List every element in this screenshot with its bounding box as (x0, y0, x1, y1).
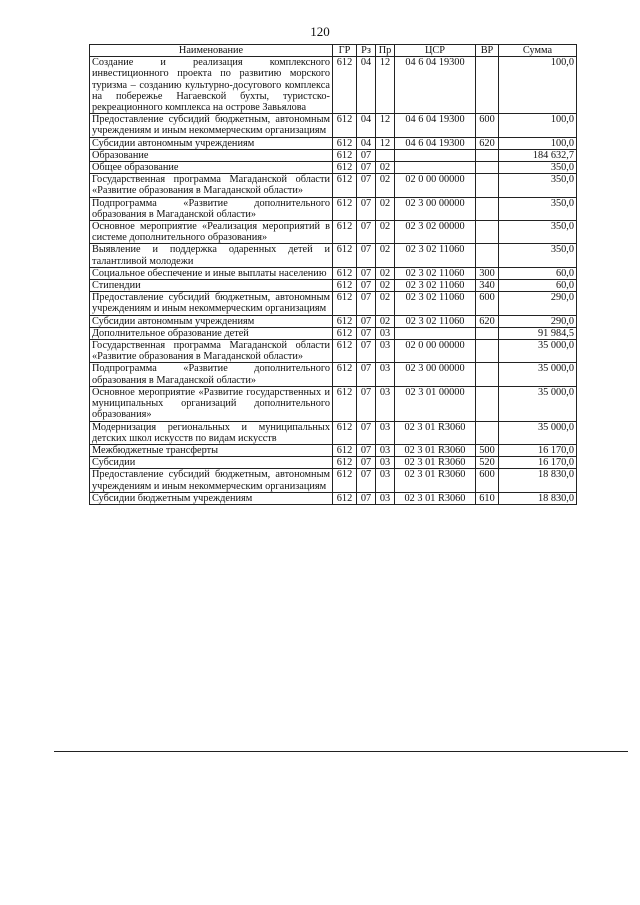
row-gr: 612 (333, 57, 357, 114)
header-gr: ГР (333, 45, 357, 57)
header-rz: Рз (357, 45, 376, 57)
row-sum: 184 632,7 (499, 149, 577, 161)
row-csr: 02 3 02 11060 (395, 244, 476, 267)
row-rz: 07 (357, 315, 376, 327)
row-vr (476, 149, 499, 161)
row-gr: 612 (333, 457, 357, 469)
row-pr: 03 (376, 363, 395, 386)
row-csr: 02 3 01 00000 (395, 386, 476, 421)
table-row (90, 197, 577, 220)
row-csr (395, 162, 476, 174)
row-sum: 100,0 (499, 114, 577, 137)
table-row (90, 327, 577, 339)
row-sum: 16 170,0 (499, 457, 577, 469)
table-body (90, 57, 577, 505)
row-pr: 02 (376, 162, 395, 174)
row-pr: 03 (376, 469, 395, 492)
row-vr (476, 421, 499, 444)
row-pr: 02 (376, 267, 395, 279)
row-name: Основное мероприятие «Развитие государственных и муниципальных организаций дополнительного образования» (90, 386, 333, 421)
row-csr: 02 3 01 R3060 (395, 457, 476, 469)
row-vr (476, 221, 499, 244)
table-row (90, 315, 577, 327)
row-gr: 612 (333, 469, 357, 492)
row-name: Межбюджетные трансферты (90, 444, 333, 456)
row-sum: 60,0 (499, 267, 577, 279)
row-rz: 07 (357, 280, 376, 292)
header-pr: Пр (376, 45, 395, 57)
row-rz: 07 (357, 492, 376, 504)
row-rz: 07 (357, 221, 376, 244)
row-pr: 02 (376, 244, 395, 267)
row-gr: 612 (333, 421, 357, 444)
row-pr: 02 (376, 174, 395, 197)
row-sum: 350,0 (499, 174, 577, 197)
page-number: 120 (310, 24, 330, 39)
row-csr (395, 149, 476, 161)
row-rz: 07 (357, 363, 376, 386)
row-pr (376, 149, 395, 161)
table-row (90, 267, 577, 279)
row-csr: 02 3 02 11060 (395, 280, 476, 292)
row-sum: 100,0 (499, 137, 577, 149)
row-pr: 12 (376, 114, 395, 137)
row-vr: 620 (476, 137, 499, 149)
table-row (90, 162, 577, 174)
row-name: Подпрограмма «Развитие дополнительного образования в Магаданской области» (90, 363, 333, 386)
row-vr (476, 197, 499, 220)
table-row (90, 363, 577, 386)
row-vr (476, 386, 499, 421)
header-csr: ЦСР (395, 45, 476, 57)
row-name: Создание и реализация комплексного инвестиционного проекта по развитию морского туризма – созданию культурно-досугового комплекса на побережье Нагаевской бухты, туристско-рекреационного комплекса на острове Завьялова (90, 57, 333, 114)
row-pr: 12 (376, 137, 395, 149)
row-sum: 290,0 (499, 292, 577, 315)
row-sum: 35 000,0 (499, 340, 577, 363)
row-vr: 600 (476, 469, 499, 492)
row-vr: 620 (476, 315, 499, 327)
row-vr (476, 363, 499, 386)
header-name: Наименование (90, 45, 333, 57)
row-pr: 02 (376, 221, 395, 244)
row-sum: 35 000,0 (499, 386, 577, 421)
row-sum: 350,0 (499, 221, 577, 244)
row-sum: 350,0 (499, 197, 577, 220)
row-sum: 60,0 (499, 280, 577, 292)
table-row (90, 137, 577, 149)
row-name: Выявление и поддержка одаренных детей и талантливой молодежи (90, 244, 333, 267)
row-vr: 520 (476, 457, 499, 469)
row-sum: 18 830,0 (499, 469, 577, 492)
row-gr: 612 (333, 221, 357, 244)
row-vr: 500 (476, 444, 499, 456)
row-sum: 91 984,5 (499, 327, 577, 339)
row-gr: 612 (333, 280, 357, 292)
row-name: Субсидии бюджетным учреждениям (90, 492, 333, 504)
row-name: Подпрограмма «Развитие дополнительного образования в Магаданской области» (90, 197, 333, 220)
table-header (90, 45, 577, 57)
table-row (90, 492, 577, 504)
row-sum: 350,0 (499, 244, 577, 267)
row-gr: 612 (333, 149, 357, 161)
row-rz: 07 (357, 327, 376, 339)
row-pr: 03 (376, 444, 395, 456)
row-name: Образование (90, 149, 333, 161)
row-csr: 04 6 04 19300 (395, 57, 476, 114)
row-name: Модернизация региональных и муниципальных детских школ искусств по видам искусств (90, 421, 333, 444)
row-pr: 03 (376, 492, 395, 504)
row-pr: 02 (376, 197, 395, 220)
row-csr: 02 0 00 00000 (395, 174, 476, 197)
row-rz: 07 (357, 421, 376, 444)
row-csr: 02 3 01 R3060 (395, 469, 476, 492)
row-vr (476, 174, 499, 197)
table-row (90, 386, 577, 421)
row-name: Основное мероприятие «Реализация мероприятий в системе дополнительного образования» (90, 221, 333, 244)
row-csr: 02 0 00 00000 (395, 340, 476, 363)
row-gr: 612 (333, 340, 357, 363)
row-rz: 07 (357, 340, 376, 363)
row-gr: 612 (333, 197, 357, 220)
table-row (90, 221, 577, 244)
row-name: Предоставление субсидий бюджетным, автономным учреждениям и иным некоммерческим организациям (90, 114, 333, 137)
row-rz: 07 (357, 267, 376, 279)
row-gr: 612 (333, 174, 357, 197)
row-gr: 612 (333, 137, 357, 149)
row-csr: 02 3 02 00000 (395, 221, 476, 244)
table-row (90, 114, 577, 137)
row-rz: 07 (357, 244, 376, 267)
row-name: Социальное обеспечение и иные выплаты населению (90, 267, 333, 279)
row-pr: 03 (376, 421, 395, 444)
row-rz: 07 (357, 444, 376, 456)
row-name: Предоставление субсидий бюджетным, автономным учреждениям и иным некоммерческим организациям (90, 469, 333, 492)
row-rz: 07 (357, 174, 376, 197)
row-gr: 612 (333, 244, 357, 267)
row-gr: 612 (333, 267, 357, 279)
row-name: Предоставление субсидий бюджетным, автономным учреждениям и иным некоммерческим организациям (90, 292, 333, 315)
row-vr (476, 244, 499, 267)
row-name: Общее образование (90, 162, 333, 174)
row-gr: 612 (333, 363, 357, 386)
row-gr: 612 (333, 162, 357, 174)
row-name: Субсидии автономным учреждениям (90, 137, 333, 149)
row-csr: 02 3 00 00000 (395, 197, 476, 220)
row-gr: 612 (333, 292, 357, 315)
row-gr: 612 (333, 327, 357, 339)
row-csr: 02 3 01 R3060 (395, 492, 476, 504)
row-sum: 100,0 (499, 57, 577, 114)
row-gr: 612 (333, 492, 357, 504)
row-rz: 04 (357, 114, 376, 137)
row-vr: 600 (476, 292, 499, 315)
row-vr (476, 57, 499, 114)
row-gr: 612 (333, 386, 357, 421)
row-vr: 600 (476, 114, 499, 137)
row-rz: 04 (357, 137, 376, 149)
header-vr: ВР (476, 45, 499, 57)
row-pr: 02 (376, 292, 395, 315)
table-row (90, 280, 577, 292)
row-rz: 07 (357, 457, 376, 469)
row-csr: 02 3 02 11060 (395, 267, 476, 279)
row-csr: 02 3 01 R3060 (395, 421, 476, 444)
row-gr: 612 (333, 315, 357, 327)
row-sum: 35 000,0 (499, 363, 577, 386)
header-sum: Сумма (499, 45, 577, 57)
row-sum: 18 830,0 (499, 492, 577, 504)
row-csr: 02 3 02 11060 (395, 315, 476, 327)
table-row (90, 57, 577, 114)
row-vr: 300 (476, 267, 499, 279)
row-rz: 07 (357, 469, 376, 492)
row-vr (476, 162, 499, 174)
row-name: Субсидии (90, 457, 333, 469)
row-csr: 04 6 04 19300 (395, 137, 476, 149)
table-row (90, 457, 577, 469)
row-pr: 03 (376, 340, 395, 363)
table-row (90, 444, 577, 456)
table-row (90, 421, 577, 444)
row-name: Государственная программа Магаданской области «Развитие образования в Магаданской области» (90, 340, 333, 363)
row-name: Субсидии автономным учреждениям (90, 315, 333, 327)
row-csr (395, 327, 476, 339)
row-rz: 07 (357, 162, 376, 174)
row-pr: 03 (376, 457, 395, 469)
row-vr (476, 340, 499, 363)
row-name: Дополнительное образование детей (90, 327, 333, 339)
row-sum: 16 170,0 (499, 444, 577, 456)
table-row (90, 174, 577, 197)
table-row (90, 340, 577, 363)
row-vr: 340 (476, 280, 499, 292)
table-row (90, 469, 577, 492)
row-sum: 290,0 (499, 315, 577, 327)
header-row (90, 45, 577, 57)
row-csr: 02 3 01 R3060 (395, 444, 476, 456)
row-pr: 02 (376, 280, 395, 292)
row-pr: 03 (376, 386, 395, 421)
row-vr: 610 (476, 492, 499, 504)
row-gr: 612 (333, 444, 357, 456)
row-pr: 03 (376, 327, 395, 339)
row-csr: 04 6 04 19300 (395, 114, 476, 137)
row-rz: 07 (357, 386, 376, 421)
row-rz: 07 (357, 292, 376, 315)
budget-table (89, 44, 577, 505)
row-sum: 35 000,0 (499, 421, 577, 444)
row-pr: 02 (376, 315, 395, 327)
row-vr (476, 327, 499, 339)
row-pr: 12 (376, 57, 395, 114)
table-row (90, 292, 577, 315)
row-name: Стипендии (90, 280, 333, 292)
row-rz: 07 (357, 197, 376, 220)
footer-divider (54, 751, 628, 752)
table-row (90, 244, 577, 267)
row-sum: 350,0 (499, 162, 577, 174)
table-row (90, 149, 577, 161)
row-csr: 02 3 00 00000 (395, 363, 476, 386)
row-name: Государственная программа Магаданской области «Развитие образования в Магаданской области» (90, 174, 333, 197)
row-rz: 07 (357, 149, 376, 161)
row-gr: 612 (333, 114, 357, 137)
row-rz: 04 (357, 57, 376, 114)
row-csr: 02 3 02 11060 (395, 292, 476, 315)
